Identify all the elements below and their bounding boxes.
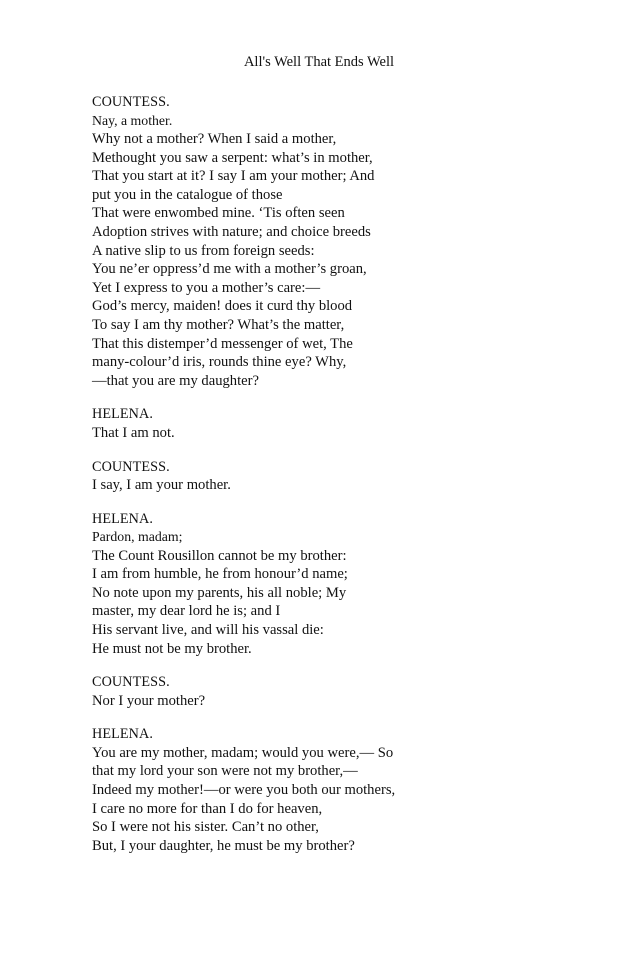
dialogue-line: He must not be my brother. <box>92 640 252 657</box>
dialogue-line: that my lord your son were not my brother,— <box>92 763 358 780</box>
dialogue-block <box>92 93 592 390</box>
dialogue-line: many-colour’d iris, rounds thine eye? Why, <box>92 354 347 371</box>
dialogue-line: That this distemper’d messenger of wet, The <box>92 335 353 352</box>
speaker-name: COUNTESS. <box>92 94 170 110</box>
dialogue-line: You are my mother, madam; would you were,— So <box>92 744 394 761</box>
dialogue-block <box>92 673 592 710</box>
dialogue-line: Methought you saw a serpent: what’s in mother, <box>92 149 373 166</box>
dialogue-line: Pardon, madam; <box>92 529 183 545</box>
dialogue-line: Indeed my mother!—or were you both our mothers, <box>92 782 396 799</box>
dialogue-line: I say, I am your mother. <box>92 477 231 493</box>
speaker-name: HELENA. <box>92 406 153 423</box>
dialogue-line: master, my dear lord he is; and I <box>92 603 281 620</box>
dialogue-block <box>92 458 592 495</box>
page-header-title: All's Well That Ends Well <box>243 54 395 70</box>
dialogue-line: That I am not. <box>92 424 175 441</box>
dialogue-line: But, I your daughter, he must be my brother? <box>92 837 355 854</box>
script-content <box>92 93 592 870</box>
dialogue-line: Adoption strives with nature; and choice breeds <box>92 224 371 241</box>
dialogue-line: Why not a mother? When I said a mother, <box>92 131 337 148</box>
dialogue-block <box>92 510 592 659</box>
dialogue-line: The Count Rousillon cannot be my brother: <box>92 547 347 564</box>
speaker-name: HELENA. <box>92 726 153 743</box>
dialogue-block <box>92 725 592 855</box>
dialogue-line: God’s mercy, maiden! does it curd thy blood <box>92 298 353 315</box>
dialogue-line: —that you are my daughter? <box>92 372 259 389</box>
dialogue-line: I care no more for than I do for heaven, <box>92 800 323 817</box>
dialogue-line: That were enwombed mine. ‘Tis often seen <box>92 205 345 222</box>
dialogue-line: His servant live, and will his vassal die: <box>92 622 324 639</box>
dialogue-line: A native slip to us from foreign seeds: <box>92 242 315 259</box>
dialogue-line: put you in the catalogue of those <box>92 186 283 203</box>
dialogue-line: Yet I express to you a mother’s care:— <box>92 279 321 296</box>
speaker-name: COUNTESS. <box>92 674 170 691</box>
dialogue-line: I am from humble, he from honour’d name; <box>92 566 348 583</box>
speaker-name: COUNTESS. <box>92 458 170 475</box>
dialogue-line: That you start at it? I say I am your mother; And <box>92 168 375 185</box>
dialogue-line: No note upon my parents, his all noble; My <box>92 584 347 601</box>
dialogue-line: So I were not his sister. Can’t no other, <box>92 819 319 836</box>
dialogue-line: Nor I your mother? <box>92 692 206 709</box>
dialogue-line: Nay, a mother. <box>92 112 173 128</box>
dialogue-line: To say I am thy mother? What’s the matter, <box>92 317 345 334</box>
dialogue-line: You ne’er oppress’d me with a mother’s groan, <box>92 261 367 278</box>
speaker-name: HELENA. <box>92 510 153 527</box>
dialogue-block <box>92 405 592 442</box>
